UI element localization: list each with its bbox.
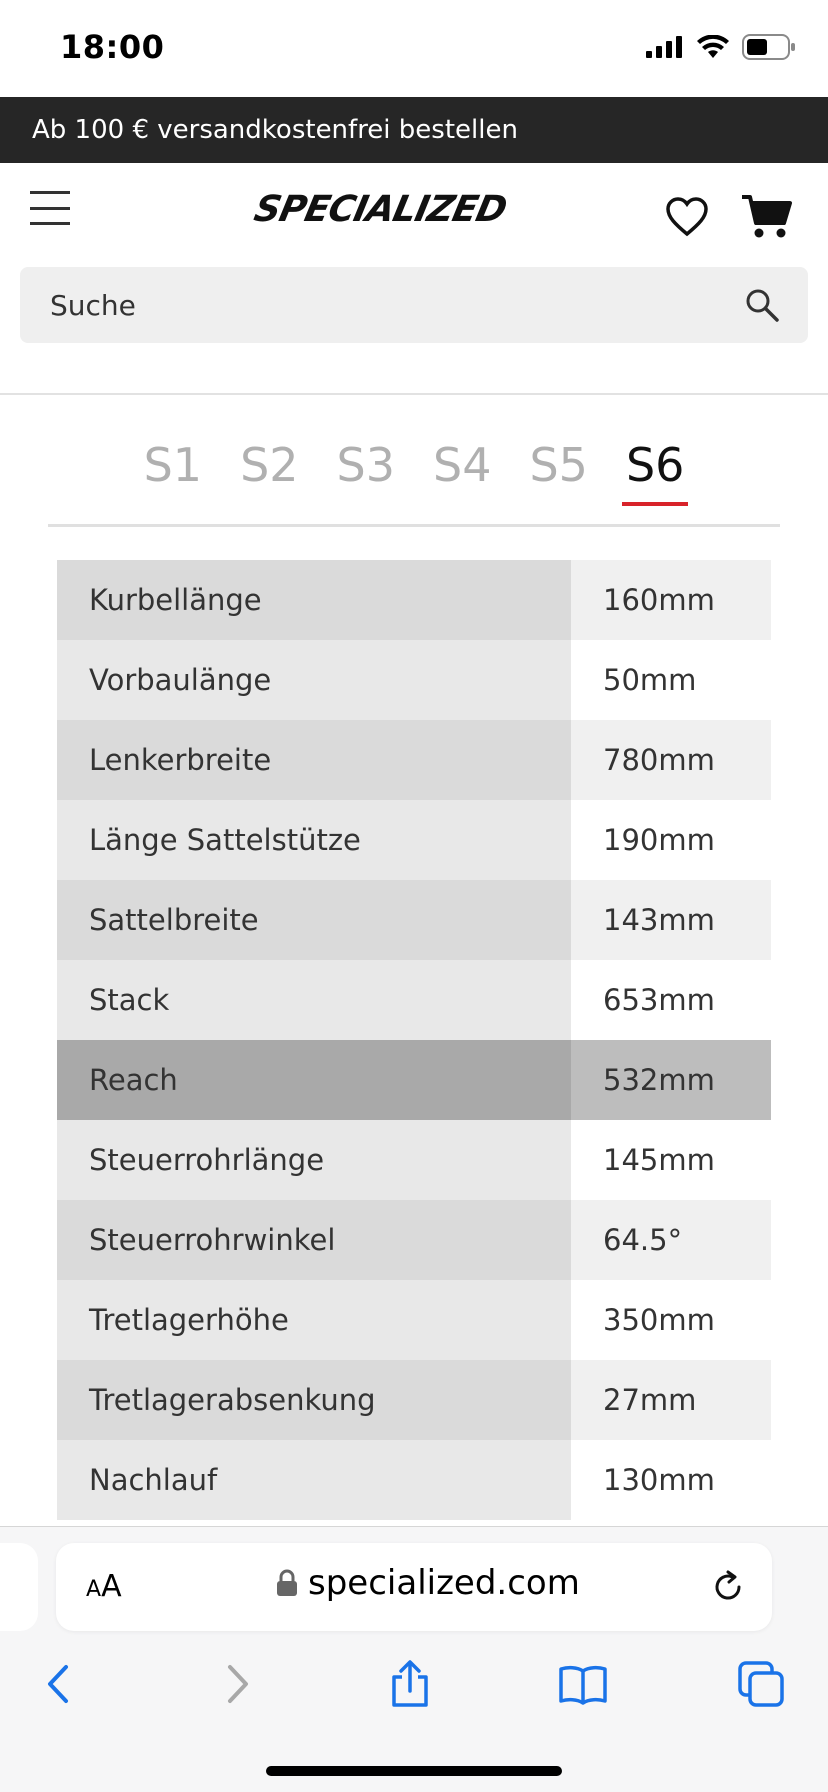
section-divider — [0, 393, 828, 395]
browser-nav-row — [0, 1649, 828, 1719]
table-row — [57, 560, 771, 640]
row-value: 27mm — [571, 1360, 771, 1440]
row-value: 653mm — [571, 960, 771, 1040]
table-row — [57, 1120, 771, 1200]
table-row — [57, 880, 771, 960]
reader-options-button[interactable] — [86, 1569, 122, 1604]
battery-icon — [742, 34, 796, 60]
url-text: specialized.com — [308, 1563, 580, 1603]
tab-size-s6[interactable]: S6 — [622, 430, 688, 500]
row-label: Steuerrohrlänge — [57, 1120, 571, 1200]
row-label: Tretlagerhöhe — [57, 1280, 571, 1360]
row-value: 160mm — [571, 560, 771, 640]
share-icon[interactable] — [385, 1659, 435, 1709]
status-icons — [646, 34, 796, 60]
row-label: Vorbaulänge — [57, 640, 571, 720]
row-value: 145mm — [571, 1120, 771, 1200]
tab-size-s5[interactable]: S5 — [529, 438, 588, 492]
row-value: 143mm — [571, 880, 771, 960]
lock-icon — [276, 1569, 298, 1597]
promo-banner[interactable]: Ab 100 € versandkostenfrei bestellen — [0, 97, 828, 163]
status-time: 18:00 — [60, 28, 165, 66]
row-label: Länge Sattelstütze — [57, 800, 571, 880]
row-label: Steuerrohrwinkel — [57, 1200, 571, 1280]
tabs-underline-rule — [48, 524, 780, 527]
wifi-icon — [696, 35, 730, 59]
previous-tab-preview[interactable] — [0, 1543, 38, 1631]
table-row — [57, 720, 771, 800]
hamburger-icon-bar — [30, 222, 70, 225]
hamburger-icon-bar — [30, 191, 70, 194]
row-value: 50mm — [571, 640, 771, 720]
table-row — [57, 800, 771, 880]
table-row-highlighted[interactable] — [57, 1040, 771, 1120]
url-display[interactable] — [276, 1563, 580, 1603]
menu-button[interactable] — [30, 191, 74, 225]
size-tabs — [0, 430, 828, 500]
cart-icon[interactable] — [740, 193, 794, 241]
search-icon[interactable] — [744, 287, 780, 323]
aa-large-glyph: A — [101, 1569, 122, 1604]
table-row — [57, 960, 771, 1040]
tab-size-s2[interactable]: S2 — [240, 438, 299, 492]
row-value: 780mm — [571, 720, 771, 800]
row-label: Stack — [57, 960, 571, 1040]
tabs-overview-icon[interactable] — [736, 1659, 786, 1709]
search-input[interactable] — [20, 267, 808, 343]
browser-toolbar — [0, 1526, 828, 1792]
home-indicator[interactable] — [266, 1766, 562, 1776]
row-value: 190mm — [571, 800, 771, 880]
back-arrow-icon[interactable] — [34, 1659, 84, 1709]
site-header — [0, 163, 828, 263]
bookmarks-book-icon[interactable] — [558, 1659, 608, 1709]
row-value: 532mm — [571, 1040, 771, 1120]
address-bar[interactable] — [56, 1543, 772, 1631]
hamburger-icon-bar — [30, 207, 70, 210]
wishlist-heart-icon[interactable] — [665, 195, 709, 239]
forward-arrow-icon[interactable] — [212, 1659, 262, 1709]
table-row — [57, 640, 771, 720]
row-label: Sattelbreite — [57, 880, 571, 960]
tab-size-s3[interactable]: S3 — [336, 438, 395, 492]
row-label: Nachlauf — [57, 1440, 571, 1520]
table-row — [57, 1440, 771, 1520]
tab-size-s1[interactable]: S1 — [143, 438, 203, 492]
table-row — [57, 1360, 771, 1440]
table-row — [57, 1200, 771, 1280]
row-label: Lenkerbreite — [57, 720, 571, 800]
row-value: 130mm — [571, 1440, 771, 1520]
reload-icon[interactable] — [710, 1569, 746, 1605]
row-label: Kurbellänge — [57, 560, 571, 640]
status-bar — [0, 0, 828, 97]
table-row — [57, 1280, 771, 1360]
search-placeholder: Suche — [50, 289, 136, 322]
row-label: Reach — [57, 1040, 571, 1120]
brand-logo[interactable]: SPECIALIZED — [250, 189, 510, 230]
tab-size-s4[interactable]: S4 — [433, 438, 492, 492]
geometry-table — [57, 560, 771, 1520]
row-value: 350mm — [571, 1280, 771, 1360]
aa-small-glyph: A — [86, 1577, 102, 1602]
row-label: Tretlagerabsenkung — [57, 1360, 571, 1440]
cellular-signal-icon — [646, 36, 684, 58]
row-value: 64.5° — [571, 1200, 771, 1280]
